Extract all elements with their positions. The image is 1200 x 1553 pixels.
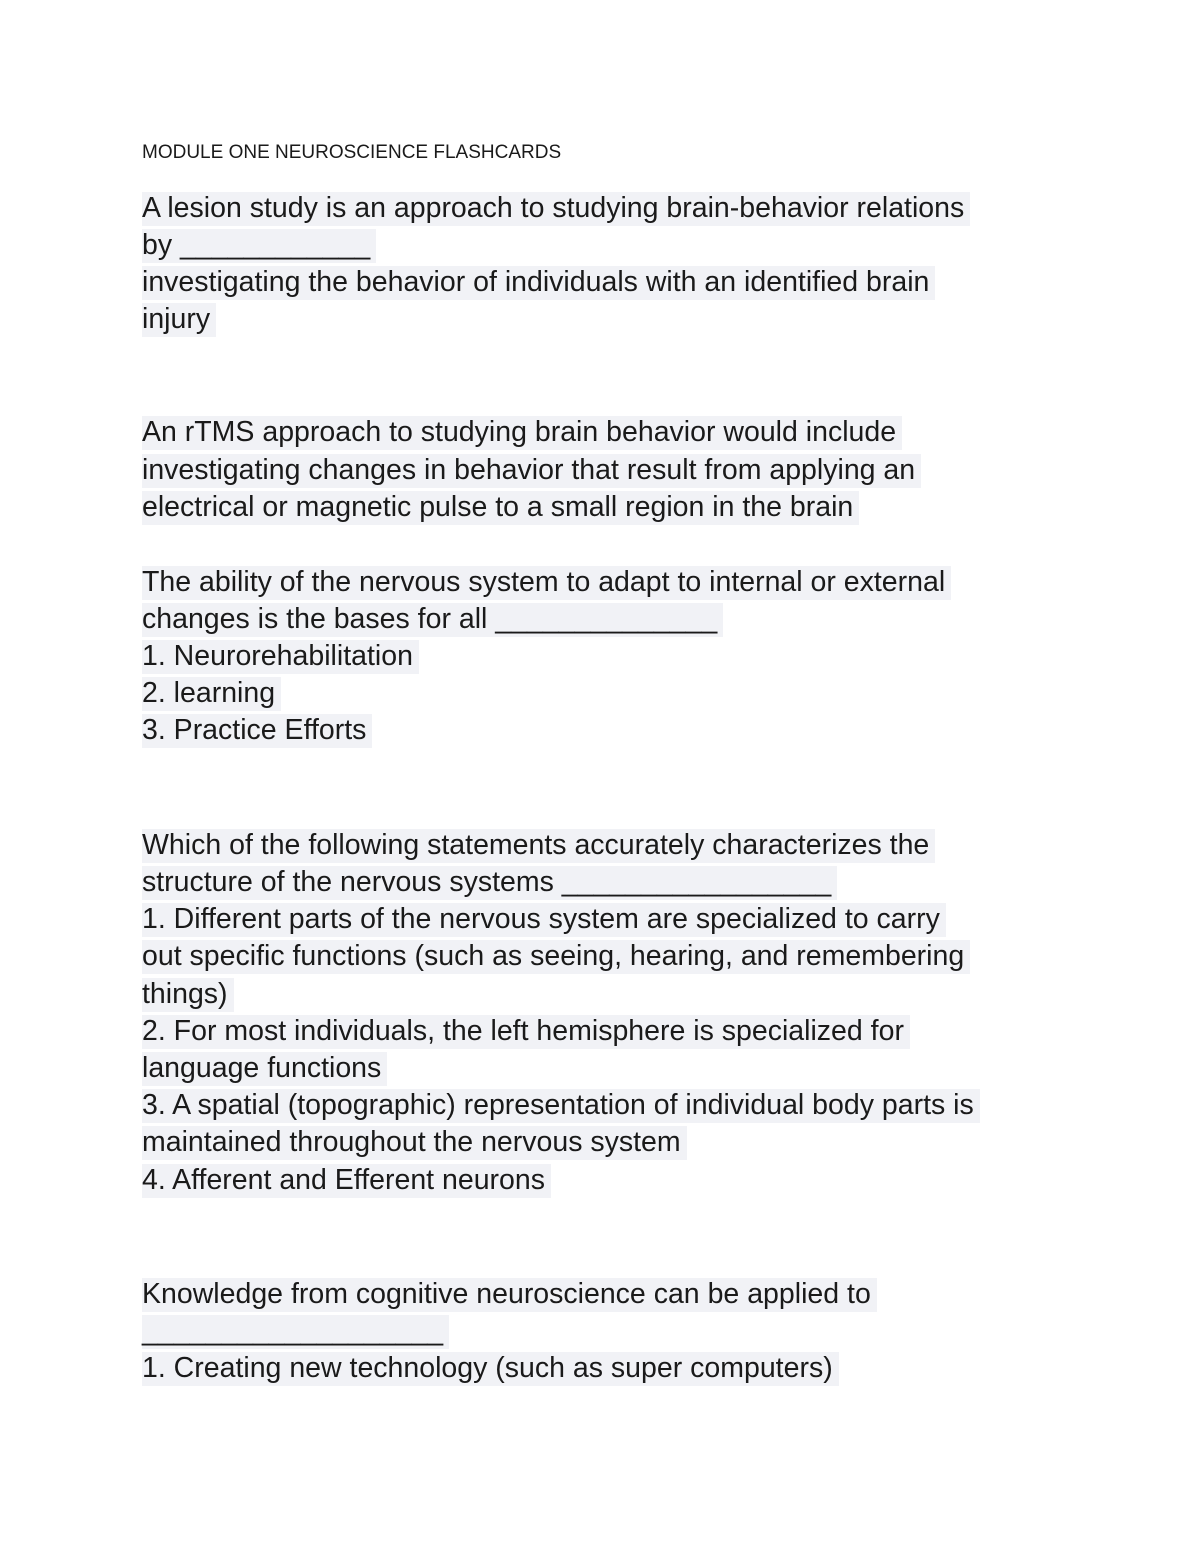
text-line	[142, 414, 902, 451]
text-line	[142, 901, 946, 938]
text-line	[142, 1313, 449, 1350]
text-line	[142, 564, 951, 601]
text-line	[142, 190, 970, 227]
text-line	[142, 452, 921, 489]
text-line	[142, 601, 723, 638]
text-line	[142, 1276, 877, 1313]
text-line	[142, 1124, 687, 1161]
line-text: 3. Practice Efforts	[142, 714, 372, 748]
line-text: changes is the bases for all ______________	[142, 603, 723, 637]
line-text: investigating changes in behavior that result from applying an	[142, 454, 921, 488]
line-text: maintained throughout the nervous system	[142, 1126, 687, 1160]
line-text: injury	[142, 303, 216, 337]
line-text: ___________________	[142, 1315, 449, 1349]
text-line	[142, 976, 234, 1013]
line-text: by ____________	[142, 229, 376, 263]
line-text: 2. learning	[142, 677, 281, 711]
text-line	[142, 638, 419, 675]
line-text: structure of the nervous systems _________________	[142, 866, 837, 900]
line-text: The ability of the nervous system to adapt to internal or external	[142, 566, 951, 600]
text-line	[142, 264, 935, 301]
line-text: 3. A spatial (topographic) representation of individual body parts is	[142, 1089, 980, 1123]
line-text: 1. Different parts of the nervous system are specialized to carry	[142, 903, 946, 937]
text-line	[142, 227, 376, 264]
text-line	[142, 301, 216, 338]
text-line	[142, 712, 372, 749]
text-line	[142, 938, 970, 975]
line-text: 1. Creating new technology (such as super computers)	[142, 1352, 839, 1386]
line-text: Knowledge from cognitive neuroscience can be applied to	[142, 1278, 877, 1312]
line-text: electrical or magnetic pulse to a small region in the brain	[142, 491, 859, 525]
text-line	[142, 1013, 910, 1050]
line-text: 4. Afferent and Efferent neurons	[142, 1164, 551, 1198]
line-text: 1. Neurorehabilitation	[142, 640, 419, 674]
text-line	[142, 1162, 551, 1199]
line-text: language functions	[142, 1052, 387, 1086]
text-line	[142, 675, 281, 712]
document-title: MODULE ONE NEUROSCIENCE FLASHCARDS	[142, 142, 562, 163]
text-line	[142, 1350, 839, 1387]
line-text: investigating the behavior of individuals with an identified brain	[142, 266, 935, 300]
text-line	[142, 489, 859, 526]
line-text: A lesion study is an approach to studying brain-behavior relations	[142, 192, 970, 226]
text-line	[142, 827, 935, 864]
line-text: Which of the following statements accurately characterizes the	[142, 829, 935, 863]
line-text: 2. For most individuals, the left hemisphere is specialized for	[142, 1015, 910, 1049]
line-text: things)	[142, 978, 234, 1012]
text-line	[142, 1087, 980, 1124]
text-line	[142, 1050, 387, 1087]
line-text: An rTMS approach to studying brain behavior would include	[142, 416, 902, 450]
text-line	[142, 864, 837, 901]
line-text: out specific functions (such as seeing, hearing, and remembering	[142, 940, 970, 974]
